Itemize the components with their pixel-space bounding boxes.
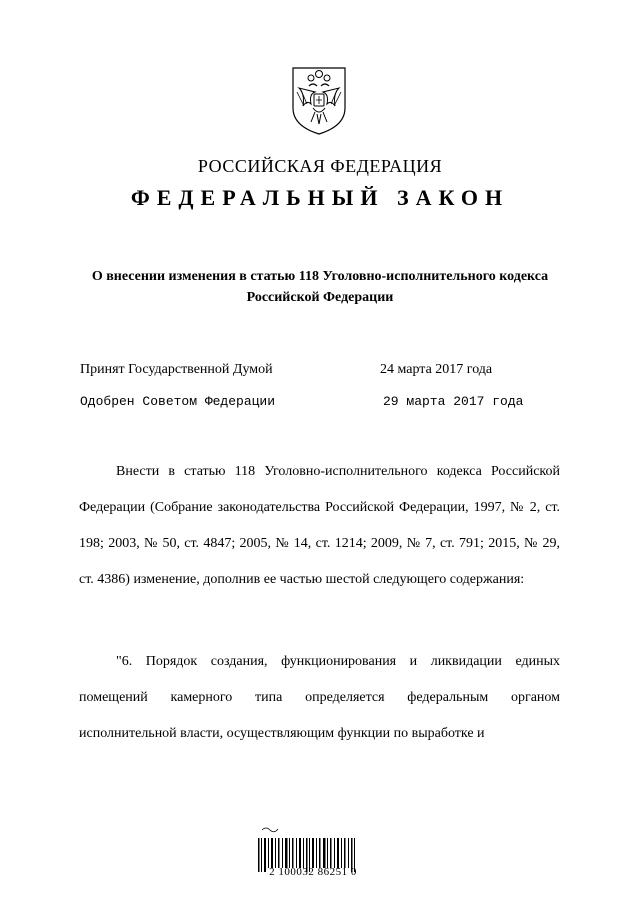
paragraph-text: Внести в статью 118 Уголовно-исполнительного кодекса Российской Федерации (Собрание законодательства Российской Федерации, 1997, № 2, ст. 198; 2003, № 50, ст. 4847; 2005, № 14, ст. 1214; 2009, № 7, ст. 791; 2015, № 29, ст. 4386) изменение, дополнив ее частью шестой следующего содержания: xyxy=(79,464,560,587)
barcode-number: 2 100032 86251 0 xyxy=(269,866,357,878)
paragraph-text: "6. Порядок создания, функционирования и ликвидации единых помещений камерного типа определяется федеральным органом исполнительной власти, осуществляющим функции по выработке и xyxy=(79,654,560,741)
council-approval-date: 29 марта 2017 года xyxy=(383,394,524,409)
law-subject-title: О внесении изменения в статью 118 Уголовно-исполнительного кодекса Российской Федерации xyxy=(91,269,549,305)
duma-adoption-row xyxy=(80,362,560,382)
body-paragraph-2 xyxy=(79,644,560,752)
coat-of-arms-icon xyxy=(287,64,351,136)
council-approval-row xyxy=(80,394,560,414)
duma-adoption-label: Принят Государственной Думой xyxy=(80,362,273,377)
duma-adoption-date: 24 марта 2017 года xyxy=(380,362,493,377)
body-paragraph-1 xyxy=(79,454,560,598)
council-approval-label: Одобрен Советом Федерации xyxy=(80,394,276,409)
law-type-title: ФЕДЕРАЛЬНЫЙ ЗАКОН xyxy=(130,185,510,210)
country-name: РОССИЙСКАЯ ФЕДЕРАЦИЯ xyxy=(197,156,443,176)
